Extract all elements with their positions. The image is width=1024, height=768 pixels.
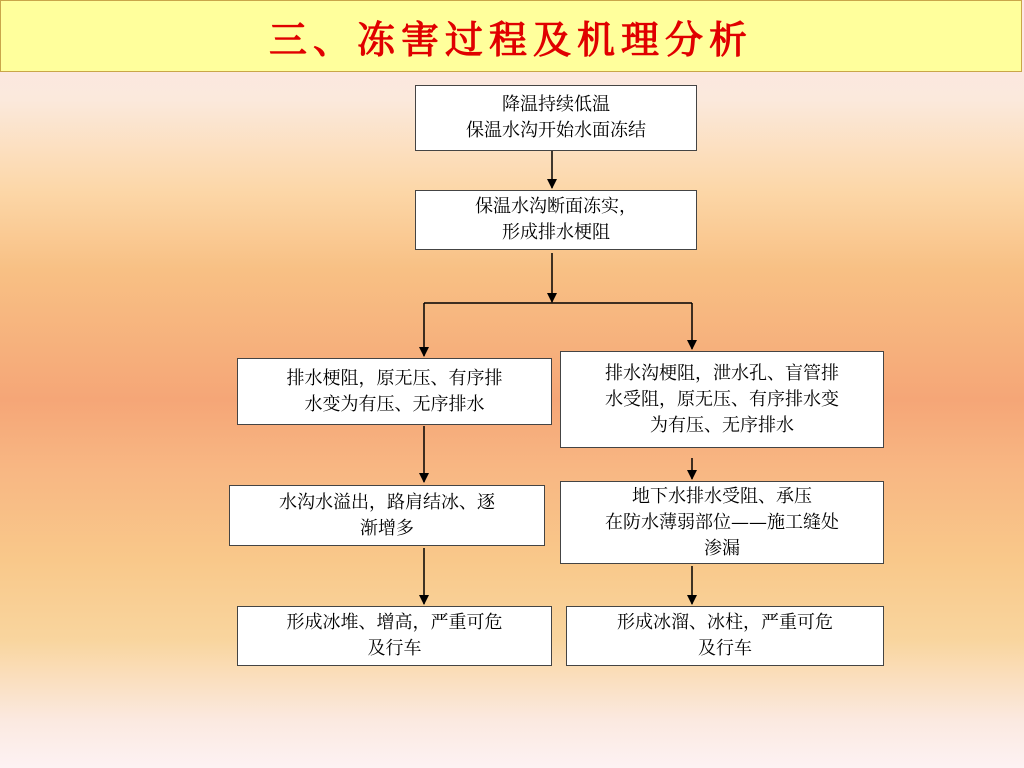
node-left-pressure-drainage: 排水梗阻，原无压、有序排 水变为有压、无序排水 [237,358,552,425]
node-right-groundwater: 地下水排水受阻、承压 在防水薄弱部位——施工缝处 渗漏 [560,481,884,564]
node-left-overflow: 水沟水溢出，路肩结冰、逐 渐增多 [229,485,545,546]
node-ditch-frozen: 保温水沟断面冻实， 形成排水梗阻 [415,190,697,250]
node-right-pipe-blocked: 排水沟梗阻，泄水孔、盲管排 水受阻，原无压、有序排水变 为有压、无序排水 [560,351,884,448]
node-right-icicle: 形成冰溜、冰柱，严重可危 及行车 [566,606,884,666]
node-left-ice-pile: 形成冰堆、增高，严重可危 及行车 [237,606,552,666]
page-title: 三、冻害过程及机理分析 [268,16,753,62]
node-cooling: 降温持续低温 保温水沟开始水面冻结 [415,85,697,151]
